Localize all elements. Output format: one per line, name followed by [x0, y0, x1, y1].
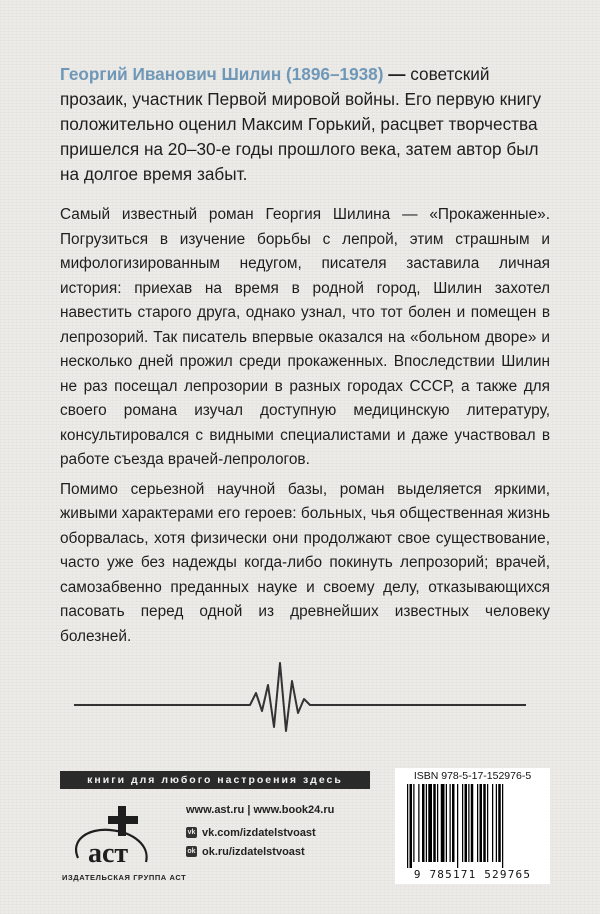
annotation-text: [60, 203, 550, 654]
publisher-name: ИЗДАТЕЛЬСКАЯ ГРУППА АСТ: [62, 873, 187, 882]
tagline: книги для любого настроения здесь: [60, 771, 370, 789]
paragraph-1: Самый известный роман Георгия Шилина — «Прокаженные». Погрузиться в изучение борьбы с лепрой, этим страшным и мифологизированным недугом, писателя заставила личная история: приехав на время в родной город, Шилин захотел навестить старого друга, однако узнал, что тот болен и помещен в лепрозорий. Так писатель впервые оказался на «больном дворе» и несколько дней прожил среди прокаженных. Впоследствии Шилин не раз посещал лепрозории в разных городах СССР, а также для своего романа изучал доступную медицинскую литературу, консультировался с видными специалистами и даже участвовал в работе съезда врачей-лепрологов.: [60, 206, 550, 468]
vk-link[interactable]: [186, 823, 334, 842]
ok-icon: ok: [187, 848, 196, 855]
ast-logo: [66, 800, 166, 872]
pulse-line-icon: [74, 655, 526, 735]
vk-url: vk.com/izdatelstvoast: [202, 826, 316, 839]
author-intro: [60, 62, 550, 187]
barcode-bars: [395, 784, 550, 868]
barcode: [395, 768, 550, 884]
isbn: ISBN 978-5-17-152976-5: [413, 770, 532, 782]
author-name: Георгий Иванович Шилин (1896–1938): [60, 64, 384, 84]
paragraph-2: Помимо серьезной научной базы, роман выделяется яркими, живыми характерами его героев: больных, чья общественная жизнь оборвалась, хотя физически они продолжают свое существование, часто уже без надежды когда-либо покинуть лепрозорий; врачей, самозабвенно преданных науке и своему делу, отказывающихся пасовать перед одной из древнейших известных человеку болезней.: [60, 480, 550, 645]
links-block: [186, 800, 334, 861]
intro-dash: —: [388, 64, 406, 84]
ok-url: ok.ru/izdatelstvoast: [202, 845, 305, 858]
barcode-number: 9 785171 529765: [413, 868, 532, 881]
vk-icon: vk: [187, 829, 196, 836]
website-links[interactable]: www.ast.ru | www.book24.ru: [186, 803, 335, 816]
ok-link[interactable]: [186, 842, 334, 861]
logo-text: аст: [88, 838, 129, 869]
intro-text: советский прозаик, участник Первой мировой войны. Его первую книгу положительно оценил Максим Горький, расцвет творчества пришелся на 20–30-е годы прошлого века, затем автор был на долгое время забыт.: [60, 64, 542, 184]
